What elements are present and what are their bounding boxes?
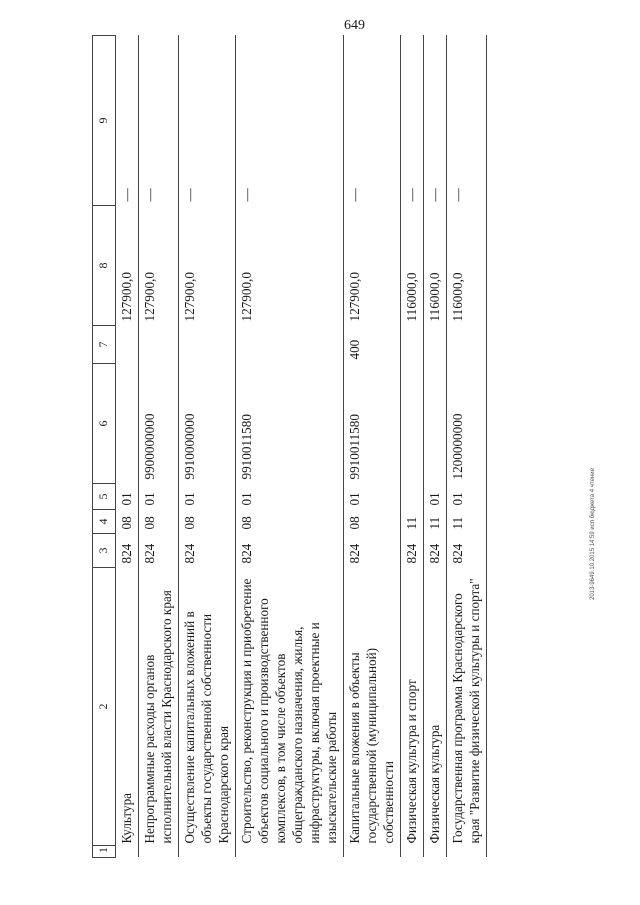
- row-name: Физическая культура: [424, 568, 447, 846]
- cell-section: 11: [401, 510, 424, 534]
- footer-code: 2013-9649.10.2015 14:59 исп бюджета 4 чтение: [590, 468, 596, 600]
- cell-target: 9910011580: [236, 364, 344, 484]
- column-header: 5: [93, 484, 116, 510]
- cell-amount-2: —: [236, 36, 344, 206]
- cell-type: [424, 326, 447, 364]
- row-name: Физическая культура и спорт: [401, 568, 424, 846]
- header-row: [93, 36, 116, 858]
- column-header: 4: [93, 510, 116, 534]
- cell-target: 9900000000: [139, 364, 179, 484]
- cell-subsection: 01: [116, 484, 139, 510]
- cell-section: 11: [424, 510, 447, 534]
- cell-type: [116, 326, 139, 364]
- cell-code: 824: [179, 534, 236, 568]
- table-row: [424, 36, 447, 858]
- cell-section: 08: [344, 510, 401, 534]
- cell-amount-2: —: [116, 36, 139, 206]
- table-row: [236, 36, 344, 858]
- cell-subsection: 01: [447, 484, 487, 510]
- cell-section: 11: [447, 510, 487, 534]
- cell-amount-2: —: [344, 36, 401, 206]
- cell-subsection: 01: [424, 484, 447, 510]
- column-header: 9: [93, 36, 116, 206]
- cell-section: 08: [179, 510, 236, 534]
- row-name: Осуществление капитальных вложений в объекты государственной собственности Краснодарского края: [179, 568, 236, 846]
- cell-type: [139, 326, 179, 364]
- row-name: Капитальные вложения в объекты государственной (муниципальной) собственности: [344, 568, 401, 846]
- cell-code: 824: [424, 534, 447, 568]
- cell-amount: 127900,0: [236, 206, 344, 326]
- budget-table-landscape: [92, 36, 596, 858]
- cell-code: 824: [401, 534, 424, 568]
- cell-amount: 116000,0: [424, 206, 447, 326]
- table-row: [447, 36, 487, 858]
- cell-target: 1200000000: [447, 364, 487, 484]
- cell-target: [401, 364, 424, 484]
- cell-target: 9910000000: [179, 364, 236, 484]
- cell-section: 08: [236, 510, 344, 534]
- cell-subsection: 01: [179, 484, 236, 510]
- table-row: [401, 36, 424, 858]
- cell-code: 824: [447, 534, 487, 568]
- cell-subsection: 01: [236, 484, 344, 510]
- column-header: 3: [93, 534, 116, 568]
- cell-amount-2: —: [424, 36, 447, 206]
- column-header: 2: [93, 568, 116, 846]
- table-row: [116, 36, 139, 858]
- row-name: Непрограммные расходы органов исполнительной власти Краснодарского края: [139, 568, 179, 846]
- row-name: Государственная программа Краснодарского края "Развитие физической культуры и спорта": [447, 568, 487, 846]
- cell-code: 824: [139, 534, 179, 568]
- cell-amount: 116000,0: [447, 206, 487, 326]
- cell-amount: 127900,0: [139, 206, 179, 326]
- cell-amount: 127900,0: [344, 206, 401, 326]
- cell-type: [401, 326, 424, 364]
- cell-amount-2: —: [447, 36, 487, 206]
- cell-type: [179, 326, 236, 364]
- cell-amount-2: —: [179, 36, 236, 206]
- row-name: Культура: [116, 568, 139, 846]
- column-header: 8: [93, 206, 116, 326]
- column-header: 7: [93, 326, 116, 364]
- column-header: 6: [93, 364, 116, 484]
- cell-subsection: 01: [344, 484, 401, 510]
- cell-subsection: 01: [139, 484, 179, 510]
- column-header: 1: [93, 846, 116, 858]
- cell-amount: 116000,0: [401, 206, 424, 326]
- cell-type: 400: [344, 326, 401, 364]
- cell-code: 824: [236, 534, 344, 568]
- cell-target: [424, 364, 447, 484]
- budget-table: [92, 35, 487, 858]
- cell-target: 9910011580: [344, 364, 401, 484]
- page-number: 649: [344, 18, 365, 33]
- row-name: Строительство, реконструкция и приобретение объектов социального и производственного комплексов, в том числе объектов общегражданского назначения, жилья, инфраструктуры, включая проектные и изыскательские работы: [236, 568, 344, 846]
- cell-section: 08: [116, 510, 139, 534]
- cell-amount-2: —: [139, 36, 179, 206]
- cell-type: [236, 326, 344, 364]
- table-row: [139, 36, 179, 858]
- table-row: [179, 36, 236, 858]
- cell-code: 824: [344, 534, 401, 568]
- cell-amount: 127900,0: [116, 206, 139, 326]
- cell-target: [116, 364, 139, 484]
- cell-amount-2: —: [401, 36, 424, 206]
- cell-code: 824: [116, 534, 139, 568]
- table-row: [344, 36, 401, 858]
- cell-type: [447, 326, 487, 364]
- cell-subsection: [401, 484, 424, 510]
- cell-amount: 127900,0: [179, 206, 236, 326]
- cell-section: 08: [139, 510, 179, 534]
